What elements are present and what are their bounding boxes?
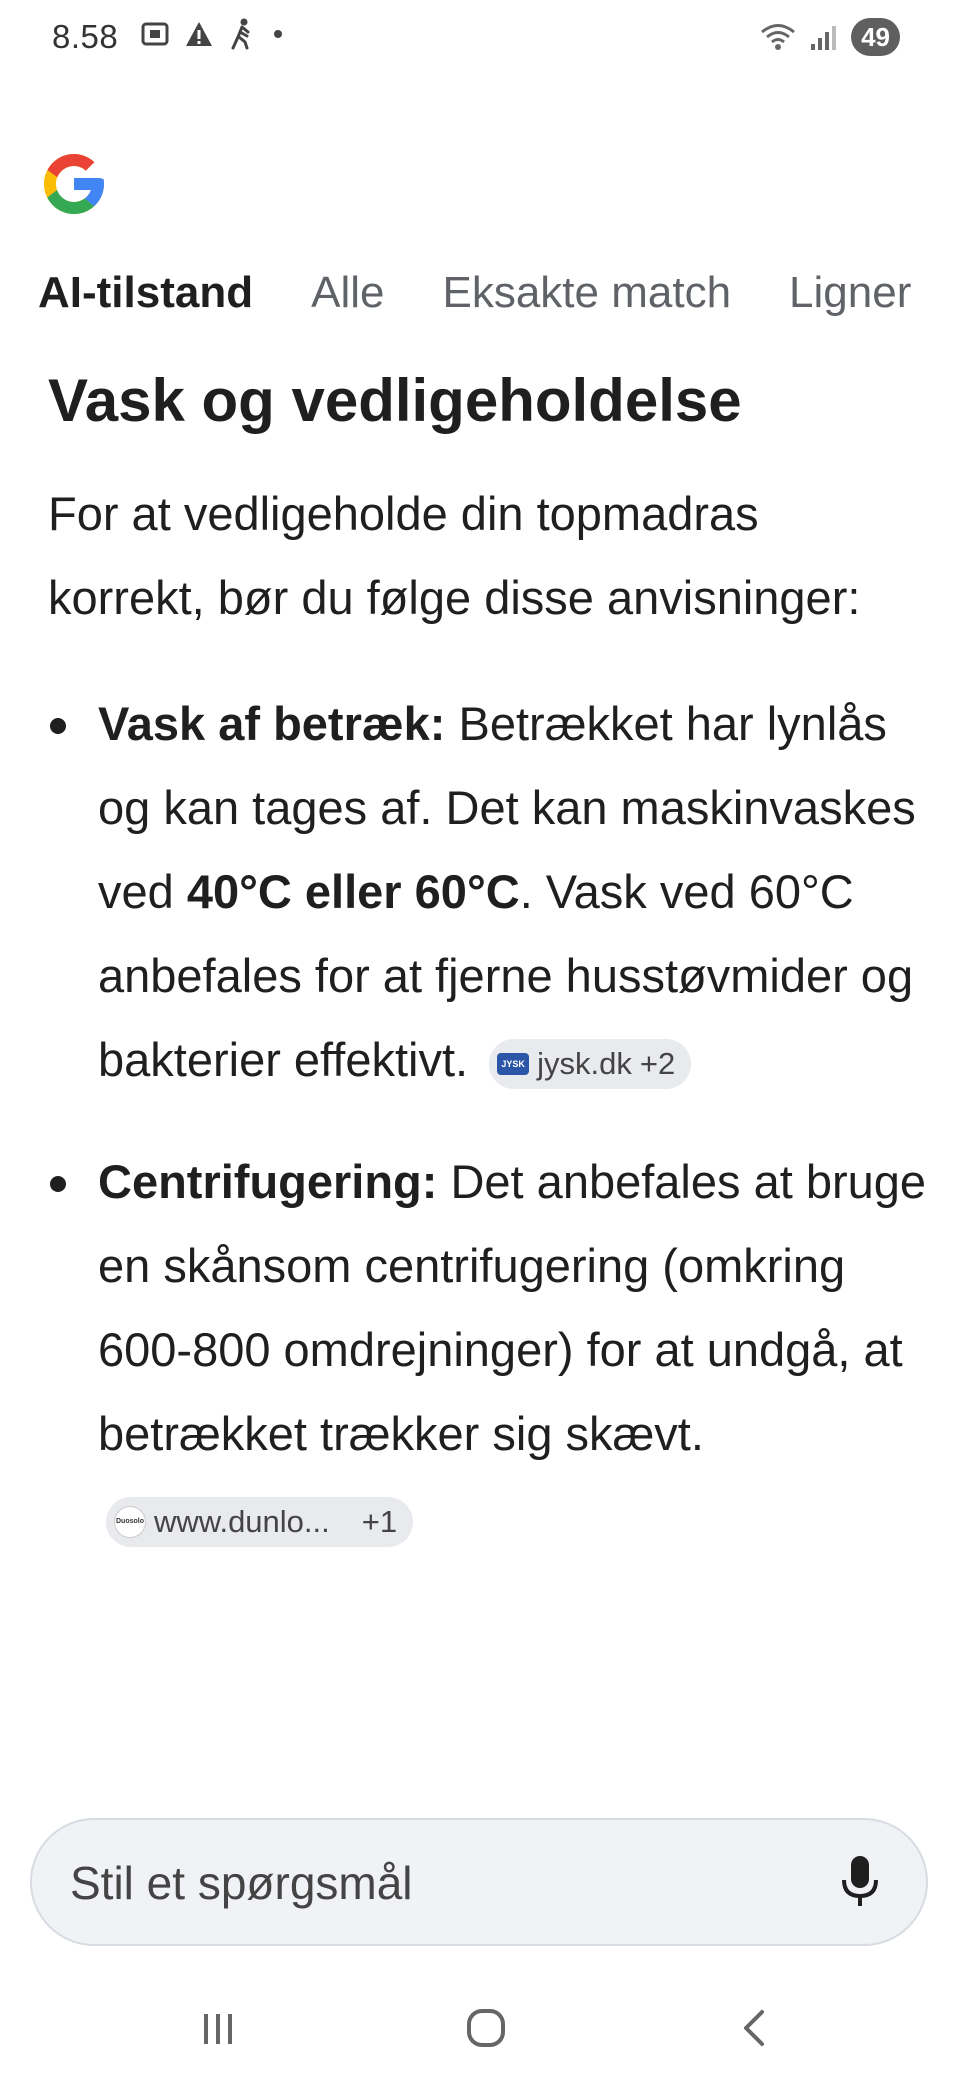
bullet-text: Det anbefales at bruge en skånsom centrifugering (omkring 600-800 omdrejninger) for at undgå, at betrækket trækker sig skævt. [98,1155,927,1460]
ask-input-placeholder[interactable]: Stil et spørgsmål [70,1857,413,1909]
answer-intro: For at vedligeholde din topmadras korrekt, bør du følge disse anvisninger: [48,487,861,624]
source-chip-dunlopillo[interactable] [106,1497,413,1547]
source-name: jysk.dk [537,1045,632,1081]
status-time: 8.58 [52,18,119,55]
bullet-text: . Vask ved 60°C anbefales for at fjerne husstøvmider og bakterier effektivt. [98,865,914,1086]
warning-icon [184,19,214,49]
search-tabs [38,268,960,328]
back-icon [734,2006,774,2050]
screenshot-icon [140,19,170,49]
tab-all[interactable]: Alle [311,268,385,317]
battery-icon: 49 [851,18,900,56]
walking-icon [228,18,256,50]
bullet-title: Centrifugering: [98,1155,438,1208]
back-button[interactable] [724,1998,784,2058]
system-nav-bar [0,1980,960,2080]
recents-icon [196,2008,240,2048]
answer-bullets [48,682,928,1560]
source-chip-jysk[interactable] [489,1039,691,1089]
status-bar [0,0,960,80]
content-fade [0,1770,960,1810]
bullet-title: Vask af betræk: [98,697,446,750]
answer-heading: Vask og vedligeholdelse [48,367,742,434]
tab-ai-mode[interactable]: AI-tilstand [38,268,254,317]
microphone-icon[interactable] [838,1852,882,1912]
bullet-text: Betrækket har lynlås og kan tages af. Det kan maskinvaskes ved [98,697,916,918]
wifi-icon [759,22,797,52]
tab-similar[interactable]: Ligner [789,268,912,317]
google-logo-icon[interactable] [38,148,110,220]
status-icons-left [140,18,286,50]
ask-input-box[interactable] [30,1818,928,1946]
ai-answer [48,360,928,1598]
bullet-bold-text: 40°C eller 60°C [186,865,520,918]
status-icons-right [759,18,900,56]
jysk-favicon-icon: JYSK [497,1053,529,1075]
bullet-dot-icon [50,1176,66,1192]
list-item [48,1140,928,1560]
home-button[interactable] [456,1998,516,2058]
dot-icon [270,19,286,49]
dunlopillo-favicon-icon: Duosolo [114,1506,146,1538]
signal-icon [809,22,839,52]
recents-button[interactable] [188,1998,248,2058]
home-icon [464,2006,508,2050]
source-extra-count: +1 [361,1503,398,1539]
source-extra-count: +2 [639,1045,676,1081]
list-item [48,682,928,1102]
bullet-dot-icon [50,718,66,734]
source-name: www.dunlo... [154,1503,330,1539]
tab-exact-match[interactable]: Eksakte match [442,268,732,317]
